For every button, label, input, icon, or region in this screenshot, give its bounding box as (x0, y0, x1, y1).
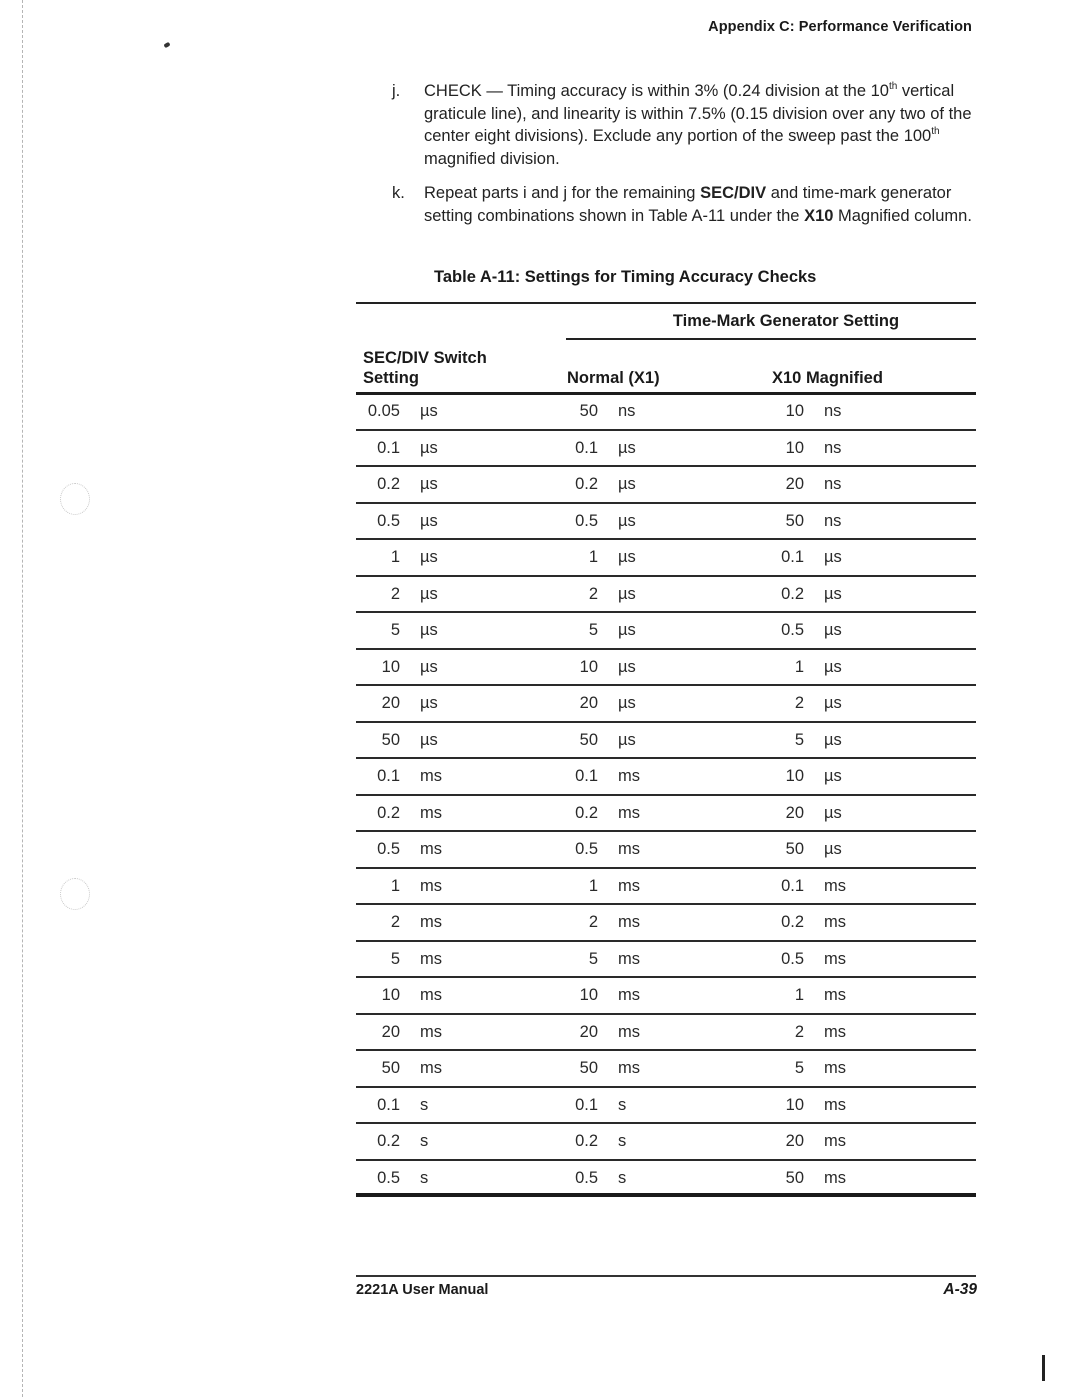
margin-scan-line (22, 0, 24, 1397)
x10-unit: µs (824, 803, 842, 822)
step-text: magnified division. (424, 149, 560, 168)
sec-div-unit: ms (420, 767, 442, 785)
normal-unit: µs (618, 438, 636, 457)
sec-div-unit: ms (420, 1022, 442, 1041)
normal-value: 0.5 (575, 840, 598, 858)
sec-div-value: 0.5 (377, 840, 400, 858)
table-row (356, 796, 976, 833)
x10-value: 10 (785, 767, 804, 785)
table-row (356, 504, 976, 541)
step-marker: k. (392, 184, 405, 202)
step-text: and time-mark generator setting combinations shown in Table A-11 under the (424, 184, 952, 225)
x10-unit: µs (824, 694, 842, 712)
normal-unit: ms (618, 913, 640, 931)
normal-value: 5 (588, 621, 598, 639)
sec-div-value: 10 (381, 657, 400, 676)
table-title: Table A-11: Settings for Timing Accuracy Checks (434, 268, 817, 286)
table-row (356, 832, 976, 869)
x10-unit: ms (824, 1059, 846, 1077)
sec-div-value: 5 (390, 621, 400, 639)
x10-unit: ns (824, 511, 842, 530)
sec-div-unit: µs (420, 621, 438, 639)
x10-value: 10 (785, 402, 804, 420)
x10-unit: ns (824, 475, 842, 493)
x10-value: 0.1 (781, 876, 804, 895)
sec-div-value: 2 (390, 584, 400, 603)
normal-unit: µs (618, 694, 636, 712)
normal-unit: ms (618, 876, 640, 895)
table-row (356, 869, 976, 906)
normal-unit: µs (618, 730, 636, 749)
sec-div-value: 20 (381, 694, 400, 712)
x10-unit: ms (824, 986, 846, 1004)
table-row (356, 1051, 976, 1088)
scan-edge-mark (1042, 1355, 1045, 1381)
sec-div-value: 0.1 (377, 767, 400, 785)
sec-div-value: 0.2 (377, 475, 400, 493)
x10-unit: µs (824, 730, 842, 749)
x10-value: 0.1 (781, 548, 804, 566)
table-top-rule (356, 302, 976, 304)
sec-div-unit: ms (420, 840, 442, 858)
manual-name: 2221A User Manual (356, 1282, 489, 1298)
table-row (356, 686, 976, 723)
x10-value: 2 (794, 694, 804, 712)
sec-div-value: 0.2 (377, 1132, 400, 1150)
sec-div-unit: s (420, 1095, 429, 1114)
normal-unit: ns (618, 402, 636, 420)
column-header-sec-div (363, 348, 487, 388)
sec-div-unit: µs (420, 511, 438, 530)
x10-value: 5 (794, 1059, 804, 1077)
table-row (356, 613, 976, 650)
step-text: vertical graticule line), and linearity is within 7.5% (0.15 division over any two of the center eight divisions). Exclude any portion of the sweep past the 100 (424, 82, 972, 145)
sec-div-value: 20 (381, 1022, 400, 1041)
table-row (356, 723, 976, 760)
normal-unit: ms (618, 1059, 640, 1077)
sec-div-unit: ms (420, 986, 442, 1004)
normal-value: 0.1 (575, 438, 598, 457)
normal-value: 10 (579, 657, 598, 676)
sec-div-unit: ms (420, 949, 442, 968)
step-body (424, 182, 982, 227)
x10-unit: µs (824, 621, 842, 639)
x10-value: 20 (785, 803, 804, 822)
x10-unit: µs (824, 840, 842, 858)
normal-unit: µs (618, 657, 636, 676)
x10-value: 20 (785, 475, 804, 493)
normal-value: 50 (579, 730, 598, 749)
normal-value: 2 (588, 584, 598, 603)
x10-unit: µs (824, 767, 842, 785)
normal-value: 10 (579, 986, 598, 1004)
column-header-normal: Normal (X1) (567, 369, 660, 387)
table-body (356, 394, 976, 1197)
normal-value: 1 (588, 876, 598, 895)
table-row (356, 759, 976, 796)
sec-div-unit: ms (420, 913, 442, 931)
normal-value: 0.5 (575, 1168, 598, 1187)
x10-value: 0.2 (781, 584, 804, 603)
sec-div-value: 0.5 (377, 511, 400, 530)
table-row (356, 905, 976, 942)
table-row (356, 467, 976, 504)
normal-unit: s (618, 1168, 627, 1187)
sec-div-value: 50 (381, 1059, 400, 1077)
normal-unit: µs (618, 475, 636, 493)
normal-value: 50 (579, 402, 598, 420)
group-header-label: Time-Mark Generator Setting (672, 312, 900, 330)
sec-div-unit: ms (420, 876, 442, 895)
table-row (356, 431, 976, 468)
x10-unit: ms (824, 1132, 846, 1150)
normal-unit: µs (618, 621, 636, 639)
sec-div-value: 0.1 (377, 438, 400, 457)
x10-unit: ms (824, 949, 846, 968)
normal-unit: µs (618, 584, 636, 603)
x10-unit: ms (824, 1095, 846, 1114)
normal-unit: ms (618, 840, 640, 858)
normal-value: 0.1 (575, 1095, 598, 1114)
x10-unit: ms (824, 876, 846, 895)
column-header-line: SEC/DIV Switch (363, 349, 487, 367)
normal-value: 5 (588, 949, 598, 968)
sec-div-value: 50 (381, 730, 400, 749)
column-header-x10: X10 Magnified (772, 369, 883, 387)
step-bold-term: SEC/DIV (700, 184, 767, 202)
table-row (356, 1124, 976, 1161)
sec-div-value: 1 (390, 876, 400, 895)
sec-div-unit: ms (420, 803, 442, 822)
x10-unit: µs (824, 657, 842, 676)
sec-div-value: 0.05 (367, 402, 400, 420)
table-row (356, 540, 976, 577)
sec-div-value: 0.2 (377, 803, 400, 822)
x10-unit: ms (824, 1168, 846, 1187)
normal-unit: s (618, 1132, 627, 1150)
sec-div-unit: µs (420, 730, 438, 749)
x10-unit: ms (824, 913, 846, 931)
sec-div-unit: µs (420, 657, 438, 676)
x10-value: 5 (794, 730, 804, 749)
x10-value: 0.5 (781, 949, 804, 968)
x10-value: 2 (794, 1022, 804, 1041)
step-body (424, 80, 982, 170)
table-row (356, 1161, 976, 1198)
step-j (392, 80, 982, 170)
normal-value: 2 (588, 913, 598, 931)
x10-unit: ms (824, 1022, 846, 1041)
step-text: Magnified column. (833, 206, 972, 225)
normal-unit: ms (618, 1022, 640, 1041)
x10-value: 20 (785, 1132, 804, 1150)
table-row (356, 577, 976, 614)
sec-div-unit: s (420, 1168, 429, 1187)
sec-div-value: 1 (390, 548, 400, 566)
table-row (356, 650, 976, 687)
sec-div-unit: µs (420, 475, 438, 493)
normal-unit: ms (618, 803, 640, 822)
sec-div-value: 0.5 (377, 1168, 400, 1187)
sec-div-unit: µs (420, 584, 438, 603)
normal-value: 0.5 (575, 511, 598, 530)
step-k (392, 182, 982, 227)
normal-unit: ms (618, 949, 640, 968)
sec-div-unit: ms (420, 1059, 442, 1077)
normal-unit: µs (618, 548, 636, 566)
step-text: CHECK — Timing accuracy is within 3% (0.24 division at the 10 (424, 82, 889, 100)
sec-div-value: 0.1 (377, 1095, 400, 1114)
column-header-line: Setting (363, 369, 419, 387)
step-text: Repeat parts i and j for the remaining (424, 184, 701, 202)
x10-unit: ns (824, 438, 842, 457)
scan-speck (163, 42, 170, 48)
sec-div-unit: µs (420, 548, 438, 566)
normal-value: 20 (579, 694, 598, 712)
normal-unit: s (618, 1095, 627, 1114)
superscript: th (888, 81, 898, 92)
x10-unit: ns (824, 402, 842, 420)
table-row (356, 978, 976, 1015)
normal-value: 20 (579, 1022, 598, 1041)
superscript: th (931, 126, 940, 137)
table-row (356, 1015, 976, 1052)
x10-value: 50 (785, 1168, 804, 1187)
normal-value: 1 (588, 548, 598, 566)
x10-value: 10 (785, 1095, 804, 1114)
group-header-rule (566, 338, 976, 340)
normal-unit: ms (618, 986, 640, 1004)
step-marker: j. (392, 82, 401, 100)
x10-value: 1 (794, 986, 804, 1004)
x10-unit: µs (824, 548, 842, 566)
x10-unit: µs (824, 584, 842, 603)
normal-unit: ms (618, 767, 640, 785)
sec-div-value: 2 (390, 913, 400, 931)
x10-value: 0.2 (781, 913, 804, 931)
running-head: Appendix C: Performance Verification (708, 19, 972, 35)
normal-value: 0.2 (575, 803, 598, 822)
step-bold-term: X10 (804, 206, 834, 225)
x10-value: 1 (794, 657, 804, 676)
sec-div-unit: µs (420, 694, 438, 712)
normal-value: 0.1 (575, 767, 598, 785)
normal-unit: µs (618, 511, 636, 530)
punch-hole (60, 878, 90, 910)
sec-div-value: 10 (381, 986, 400, 1004)
sec-div-unit: s (420, 1132, 429, 1150)
sec-div-value: 5 (390, 949, 400, 968)
x10-value: 10 (785, 438, 804, 457)
normal-value: 50 (579, 1059, 598, 1077)
footer-rule (356, 1275, 976, 1277)
normal-value: 0.2 (575, 475, 598, 493)
page-number: A-39 (943, 1281, 977, 1298)
punch-hole (60, 483, 90, 515)
table-row (356, 394, 976, 431)
table-row (356, 942, 976, 979)
normal-value: 0.2 (575, 1132, 598, 1150)
x10-value: 50 (785, 511, 804, 530)
table-row (356, 1088, 976, 1125)
x10-value: 50 (785, 840, 804, 858)
sec-div-unit: µs (420, 402, 438, 420)
x10-value: 0.5 (781, 621, 804, 639)
sec-div-unit: µs (420, 438, 438, 457)
